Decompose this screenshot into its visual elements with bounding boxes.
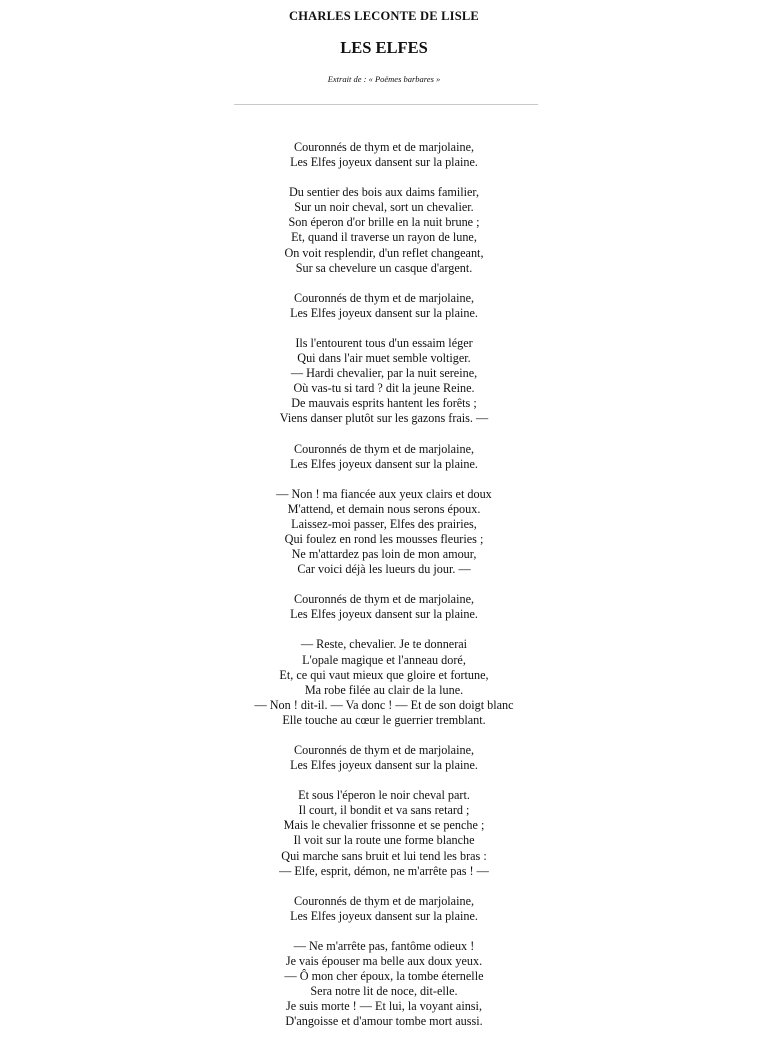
poem-line: Laissez-moi passer, Elfes des prairies, (291, 516, 477, 531)
poem-line: Les Elfes joyeux dansent sur la plaine. (290, 456, 478, 471)
poem-line: Et, ce qui vaut mieux que gloire et fortune, (279, 667, 489, 682)
stanza (0, 185, 768, 276)
stanza (0, 788, 768, 879)
poem-line: Viens danser plutôt sur les gazons frais. — (279, 411, 489, 426)
poem-line: Les Elfes joyeux dansent sur la plaine. (290, 908, 478, 923)
stanza (0, 336, 768, 427)
extract-line (0, 74, 768, 84)
poem-line: De mauvais esprits hantent les forêts ; (291, 396, 477, 411)
poem-line: — Reste, chevalier. Je te donnerai (300, 637, 468, 652)
stanza (0, 140, 768, 170)
poem-line: Mais le chevalier frissonne et se penche ; (283, 818, 485, 833)
author-name: CHARLES LECONTE DE LISLE (289, 9, 479, 23)
poem-line: Couronnés de thym et de marjolaine, (293, 743, 475, 757)
poem-line: Où vas-tu si tard ? dit la jeune Reine. (293, 381, 475, 396)
poem-line: Il court, il bondit et va sans retard ; (298, 803, 470, 818)
poem-line: — Hardi chevalier, par la nuit sereine, (290, 366, 478, 381)
poem-line: Ne m'attardez pas loin de mon amour, (291, 547, 477, 562)
poem-line: L'opale magique et l'anneau doré, (302, 652, 466, 667)
poem-line: Et, quand il traverse un rayon de lune, (291, 230, 477, 245)
stanza (0, 442, 768, 472)
poem-line: Couronnés de thym et de marjolaine, (293, 140, 475, 154)
poem-line: M'attend, et demain nous serons époux. (287, 501, 481, 516)
poem-line: Les Elfes joyeux dansent sur la plaine. (290, 758, 478, 773)
poem-line: Sur un noir cheval, sort un chevalier. (294, 200, 474, 215)
stanza (0, 743, 768, 773)
poem-line: — Elfe, esprit, démon, ne m'arrête pas ! — (279, 863, 489, 878)
poem-line: — Non ! dit-il. — Va donc ! — Et de son doigt blanc (254, 697, 514, 712)
poem-line: Les Elfes joyeux dansent sur la plaine. (290, 607, 478, 622)
poem-line: Car voici déjà les lueurs du jour. — (297, 562, 471, 577)
extract-source: « Poëmes barbares » (368, 74, 441, 84)
stanza (0, 487, 768, 578)
poem-line: Ils l'entourent tous d'un essaim léger (295, 335, 473, 350)
poem-line: — Non ! ma fiancée aux yeux clairs et doux (276, 486, 492, 501)
poem-line: Je suis morte ! — Et lui, la voyant ainsi, (286, 999, 482, 1014)
poem-line: Je vais épouser ma belle aux doux yeux. (285, 954, 483, 969)
header-divider (234, 104, 538, 105)
poem-line: — Ô mon cher époux, la tombe éternelle (284, 969, 484, 984)
poem-line: Couronnés de thym et de marjolaine, (293, 592, 475, 607)
poem-line: Sur sa chevelure un casque d'argent. (295, 260, 473, 275)
poem-line: Couronnés de thym et de marjolaine, (293, 441, 475, 456)
poem-line: Qui marche sans bruit et lui tend les bras : (281, 848, 487, 863)
poem-line: Sera notre lit de noce, dit-elle. (310, 984, 458, 999)
poem-line: Qui foulez en rond les mousses fleuries ; (284, 531, 484, 546)
extract-prefix: Extrait de : (327, 74, 367, 84)
stanza (0, 939, 768, 1030)
stanza (0, 894, 768, 924)
poem-line: Elle touche au cœur le guerrier tremblant. (282, 712, 486, 727)
poem-line: Du sentier des bois aux daims familier, (288, 185, 480, 200)
poem-line: D'angoisse et d'amour tombe mort aussi. (285, 1014, 483, 1029)
stanza (0, 637, 768, 728)
poem-line: — Ne m'arrête pas, fantôme odieux ! (293, 938, 475, 953)
poem-body (0, 140, 768, 1045)
poem-line: Couronnés de thym et de marjolaine, (293, 290, 475, 305)
poem-line: Son éperon d'or brille en la nuit brune ; (288, 215, 480, 230)
poem-line: On voit resplendir, d'un reflet changeant, (284, 245, 484, 260)
poem-line: Les Elfes joyeux dansent sur la plaine. (290, 155, 478, 170)
poem-line: Couronnés de thym et de marjolaine, (293, 893, 475, 908)
poem-line: Ma robe filée au clair de la lune. (304, 682, 464, 697)
poem-title: LES ELFES (340, 38, 428, 57)
poem-line: Il voit sur la route une forme blanche (293, 833, 475, 848)
poem-line: Qui dans l'air muet semble voltiger. (297, 351, 471, 366)
poem-line: Et sous l'éperon le noir cheval part. (298, 788, 470, 803)
stanza (0, 291, 768, 321)
poem-line: Les Elfes joyeux dansent sur la plaine. (290, 305, 478, 320)
stanza (0, 592, 768, 622)
